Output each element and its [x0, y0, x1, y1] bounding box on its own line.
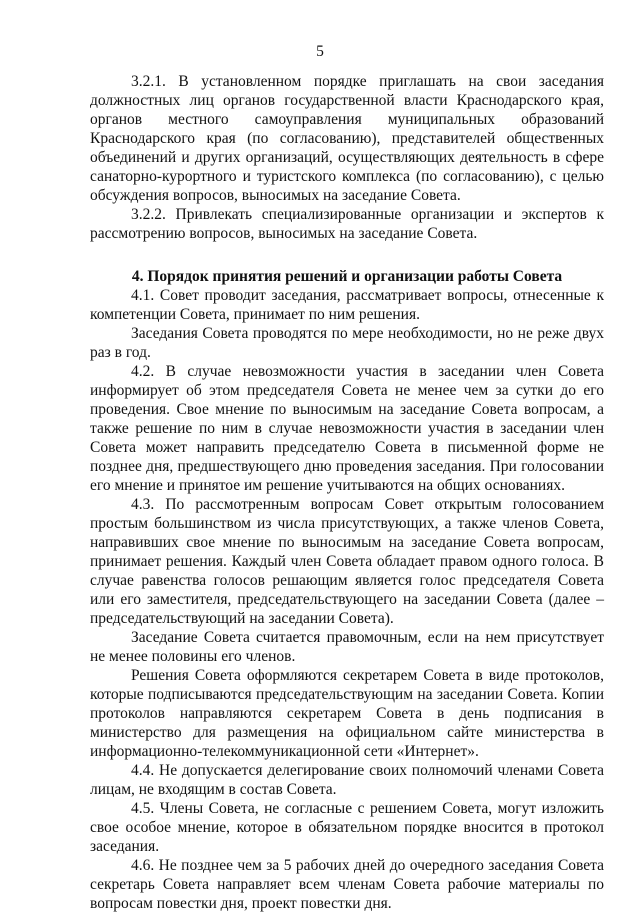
document-body: [90, 72, 604, 913]
page-number: 5: [316, 43, 324, 60]
paragraph-4-1: 4.1. Совет проводит заседания, рассматривает вопросы, отнесенные к компетенции Совета, принимает по ним решения.: [90, 287, 604, 323]
paragraph-protocols: Решения Совета оформляются секретарем Совета в виде протоколов, которые подписываются председательствующим на заседании Совета. Копии протоколов направляются секретарем Совета в день подписания в министерство для размещения на официальном сайте министерства в информационно-телекоммуникационной сети «Интернет».: [90, 667, 604, 760]
section-heading: 4. Порядок принятия решений и организации работы Совета: [131, 268, 563, 285]
paragraph-4-4: 4.4. Не допускается делегирование своих полномочий членами Совета лицам, не входящим в состав Совета.: [90, 762, 604, 798]
paragraph-4-3: 4.3. По рассмотренным вопросам Совет открытым голосованием простым большинством из числа присутствующих, а также членов Совета, направивших свое мнение по выносимым на заседание Совета вопросам, принимает решения. Каждый член Совета обладает правом одного голоса. В случае равенства голосов решающим является голос председателя Совета или его заместителя, председательствующего на заседании Совета (далее – председательствующий на заседании Совета).: [90, 496, 604, 627]
paragraph-4-6: 4.6. Не позднее чем за 5 рабочих дней до очередного заседания Совета секретарь Совета направляет всем членам Совета рабочие материалы по вопросам повестки дня, проект повестки дня.: [90, 857, 604, 912]
paragraph-3-2-2: 3.2.2. Привлекать специализированные организации и экспертов к рассмотрению вопросов, выносимых на заседание Совета.: [90, 206, 604, 242]
paragraph-3-2-1: 3.2.1. В установленном порядке приглашать на свои заседания должностных лиц органов государственной власти Краснодарского края, органов местного самоуправления муниципальных образований Краснодарского края (по согласованию), представителей общественных объединений и других организаций, осуществляющих деятельность в сфере санаторно-курортного и туристского комплекса (по согласованию), с целью обсуждения вопросов, выносимых на заседание Совета.: [90, 73, 604, 204]
paragraph-4-5: 4.5. Члены Совета, не согласные с решением Совета, могут изложить свое особое мнение, которое в обязательном порядке вносится в протокол заседания.: [90, 800, 604, 855]
paragraph-quorum: Заседание Совета считается правомочным, если на нем присутствует не менее половины его членов.: [90, 629, 604, 665]
paragraph-meetings-frequency: Заседания Совета проводятся по мере необходимости, но не реже двух раз в год.: [90, 325, 604, 361]
paragraph-4-2: 4.2. В случае невозможности участия в заседании член Совета информирует об этом председателя Совета не менее чем за сутки до его проведения. Свое мнение по выносимым на заседание Совета вопросам, а также решение по ним в случае невозможности участия в заседании член Совета может направить председателю Совета в письменной форме не позднее дня, предшествующего дню проведения заседания. При голосовании его мнение и принятое им решение учитываются на общих основаниях.: [90, 363, 604, 494]
